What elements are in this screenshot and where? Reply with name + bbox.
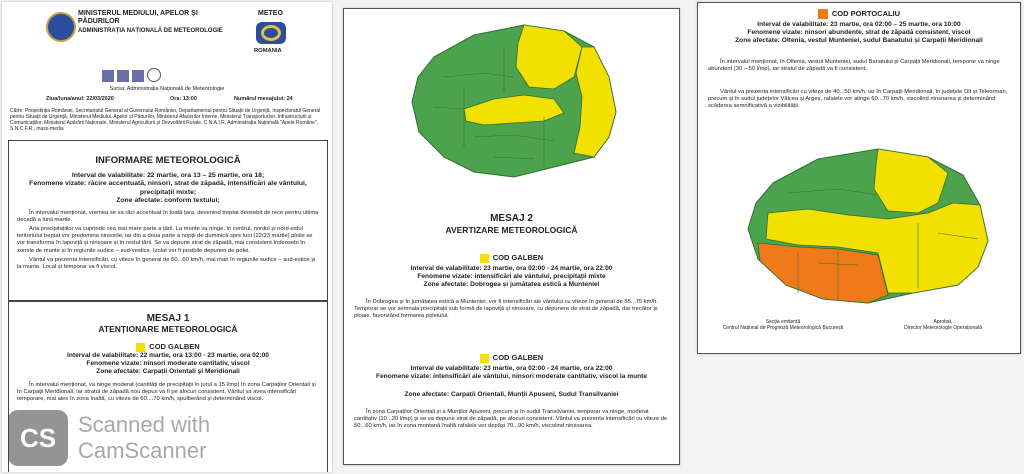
informare-zones: Zone afectate: conform textului; (116, 197, 220, 205)
mesaj-2-code-1: COD GALBEN (492, 253, 544, 262)
mesaj-2-phenomena-1: Fenomene vizate: intensificări ale vântului, precipitații mixte (417, 273, 606, 280)
mesaj-2-text-2: În zona Carpaților Orientali și a Munților Apuseni, precum și în sudul Transilvaniei, temporar va ninge, moderat cantitativ (10...20 l/mp) și se va depune strat de zăpadă, pe alocuri consistent. Vântul va prezenta intensificări cu viteze de 50...60 km/h, iar în zona montană înaltă rafalele vor depăși 70...90 km/h, viscolind ninsoarea. (354, 409, 668, 430)
mesaj-1-code: COD GALBEN (149, 342, 200, 351)
bulletin-page-3 (697, 2, 1021, 354)
orange-code-icon (818, 9, 828, 19)
informare-text-1: În intervalul menționat, vremea se va răci accentuat în toată țara, devenind treptat deosebit de rece pentru ultima decadă a lunii martie. (17, 209, 319, 223)
sectia-name: Centrul Național de Prognoză Meteorologică București (722, 325, 844, 331)
sectia-label: Secția emitentă (765, 319, 801, 325)
mesaj-1-title: MESAJ 1 (146, 313, 190, 324)
romania-map-mesaj-2 (404, 17, 624, 187)
portocaliu-code: COD PORTOCALIU (831, 9, 901, 18)
informare-text-2: Aria precipitațiilor va cuprinde cea mai mare parte a țării. La munte va ninge, în centrul, nordul și nord-estul teritoriului treptat vor predomina ninsorile, iar din a doua parte a nopții de duminică spre luni (22/23 martie) ploile se vor transforma în lapoviță și ninsoare și în restul țării. Se va depune strat de zăpadă, mai consistent îndeosebi în zonele de munte și în regiunile sudice – sud-vestice. Izolat vor fi posibile depuneri de polei. (17, 226, 313, 254)
portocaliu-text-1: În intervalul menționat, în Oltenia, vestul Munteniei, sudul Banatului și Carpații Meridionali, temporar va ninge abundent (30 – 50 l/mp), iar stratul de zăpadă va fi consistent. (708, 59, 1000, 73)
mesaj-1-zones: Zone afectate: Carpații Orientali și Meridionali (96, 367, 240, 375)
watermark-line-1: Scanned with (78, 412, 211, 437)
informare-interval: Interval de valabilitate: 22 martie, ora 13 – 25 martie, ora 18; (71, 172, 265, 179)
mesaj-1-text: În intervalul menționat, va ninge moderat (cantități de precipitații în jurul a 15 l/mp) în zona Carpaților Orientali și în Carpații Meridionali, iar stratul de zăpadă nou depus va fi pe alocuri consistent. Vântul va avea intensificări temporare, mai ales în zona înaltă, cu viteze de 60....70 km/h, spulberând și determinând viscol. (17, 381, 316, 402)
informare-phenomena: Fenomene vizate: răcire accentuată, ninsori, strat de zăpadă, intensificări ale vântului, precipitații mixte; (29, 180, 307, 196)
yellow-code-icon (480, 254, 489, 263)
aprobat-name: Director Meteorologie Operațională (904, 325, 982, 331)
informare-title: INFORMARE METEOROLOGICĂ (95, 155, 241, 166)
aprobat-label: Aprobat, (933, 319, 953, 325)
informare-text-3: Vântul va prezenta intensificări, cu viteze în general de 50...60 km/h, mai mari în regiunile sudice – sud-estice și la munte. Local și temporar va fi viscol. (17, 256, 316, 271)
map-region-yellow-north (874, 149, 948, 213)
source-line: Sursa: Administrația Națională de Meteorologie (109, 86, 225, 92)
mesaj-2-zones-2: Zone afectate: Carpații Orientali, Munții Apuseni, Sudul Transilvaniei (404, 391, 619, 398)
portocaliu-text-2: Vântul va prezenta intensificări cu viteze de 40...50 km/h, iar în Carpații Meridionali, în județele Olt și Teleorman, precum și în sudul județelor Vâlcea și Argeș, rafalele vor atinge 60...70 km/h, viscolind ninsoarea și determinând scăderea semnificativă a vizibilității. (708, 89, 1008, 110)
bulletin-page-2 (343, 8, 680, 465)
mesaj-2-text-1: În Dobrogea și în jumătatea estică a Munteniei, vor fi intensificări ale vântului cu viteze în general de 55...75 km/h. Temporar se vor semnala precipitații sub formă de lapoviță și ninsoare, cu depunere de strat de zăpadă, dar trecător și ploaie, favorizând formarea poleiului. (354, 299, 658, 320)
mesaj-2-code-2: COD GALBEN (492, 353, 544, 362)
camscanner-watermark (78, 412, 210, 464)
mesaj-2-interval-1: Interval de valabilitate: 23 martie, ora 02:00 - 24 martie, ora 22:00 (410, 265, 613, 272)
mesaj-2-zones-1: Zone afectate: Dobrogea și jumătatea estică a Munteniei (423, 281, 600, 288)
mesaj-2-title: MESAJ 2 (490, 213, 533, 224)
yellow-code-icon (136, 343, 145, 352)
mesaj-2-interval-2: Interval de valabilitate: 23 martie, ora 02:00 - 24 martie, ora 22:00 (410, 365, 613, 372)
informare-box (8, 140, 328, 302)
meteo-sub-label: ROMANIA (254, 48, 282, 54)
anm-name: ADMINISTRAȚIA NAȚIONALĂ DE METEOROLOGIE (78, 28, 223, 34)
mesaj-1-subtitle: ATENȚIONARE METEOROLOGICĂ (98, 324, 238, 334)
watermark-line-2: CamScanner (78, 438, 207, 463)
government-seal-icon (46, 12, 76, 42)
mesaj-1-interval: Interval de valabilitate: 22 martie, ora 13:00 - 23 martie, ora 02:00 (67, 351, 269, 359)
mesaj-2-phenomena-2: Fenomene vizate: intensificări ale vântului, ninsori moderate cantitativ, viscol la munte (375, 373, 648, 380)
recipients-text: Către: Președinția României, Secretariatul General al Guvernului României, Departamentul pentru Situații de Urgență, Inspectoratul General pentru Situații de Urgență, Ministerul Mediului, Apelor și Pădurilor, Ministerul Afacerilor Interne, Ministerul Transporturilor, Infrastructurii și Comunicațiilor, Ministerul Apărării Naționale, Ministerul Agriculturii și Dezvoltării Rurale, C.N.A.I.R, Administrația Națională "Apele Române", S.N.C.F.R., mass-media (10, 108, 321, 132)
romania-map-portocaliu (738, 143, 998, 313)
bulletin-page-1 (2, 2, 332, 472)
time-field: Ora: 13:00 (170, 96, 197, 102)
certification-logos-icon (102, 68, 164, 82)
meteo-romania-logo-icon (256, 22, 286, 44)
meteo-label: METEO (258, 10, 283, 17)
ministry-name: MINISTERUL MEDIULUI, APELOR ȘI PĂDURILOR (78, 10, 198, 25)
portocaliu-interval: Interval de valabilitate: 23 martie, ora 02:00 – 25 martie, ora 10:00 (757, 21, 961, 28)
yellow-code-icon (480, 354, 489, 363)
camscanner-logo-icon: CS (8, 410, 68, 466)
message-number-field: Numărul mesajului: 24 (234, 96, 293, 102)
portocaliu-phenomena: Fenomene vizate: ninsori abundente, strat de zăpadă consistent, viscol (747, 29, 971, 36)
mesaj-2-subtitle: AVERTIZARE METEOROLOGICĂ (445, 225, 578, 235)
mesaj-1-phenomena: Fenomene vizate: ninsori moderate cantitativ, viscol (86, 359, 250, 367)
date-field: Ziua/luna/anul: 22/03/2020 (46, 96, 114, 102)
portocaliu-zones: Zone afectate: Oltenia, vestul Munteniei, sudul Banatului și Carpații Meridionali (735, 37, 983, 44)
